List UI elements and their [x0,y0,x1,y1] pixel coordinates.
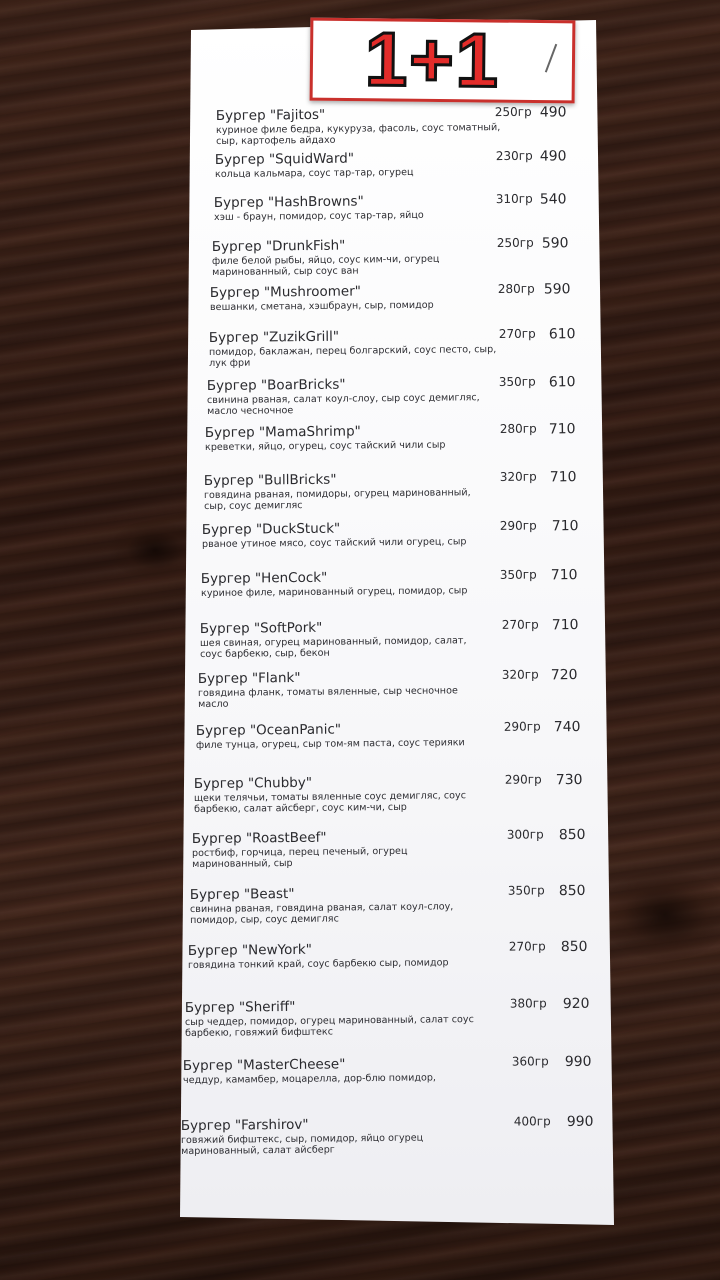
item-description: щеки телячьи, томаты вяленные соус демигляс, соус барбекю, салат айсберг, соус ким-чи, сыр [193,790,467,816]
item-weight: 270гр [501,617,539,632]
item-name: Бургер "HenCock" [200,569,328,588]
item-price: 850 [558,826,586,844]
item-weight: 380гр [509,996,547,1011]
item-description: шея свиная, огурец маринованный, помидор, салат, соус барбекю, сыр, бекон [199,635,467,661]
item-price: 720 [550,667,578,684]
item-weight: 290гр [499,518,537,533]
promo-badge [310,18,576,104]
item-name: Бургер "Chubby" [193,774,313,793]
item-weight: 230гр [495,148,533,164]
item-price: 490 [539,104,567,121]
item-description: чеддур, камамбер, моцарелла, дор-блю помидор, [182,1072,437,1087]
wood-knot [600,870,720,960]
item-weight: 310гр [495,191,533,207]
item-description: говяжий бифштекс, сыр, помидор, яйцо огурец маринованный, салат айсберг [180,1132,424,1158]
item-name: Бургер "Flank" [197,669,301,688]
item-weight: 290гр [504,772,542,787]
menu-item [212,235,602,287]
menu-item [191,826,586,879]
item-name: Бургер "NewYork" [187,941,312,960]
item-name: Бургер "ZuzikGrill" [208,328,340,347]
item-name: Бургер "DrunkFish" [211,237,346,256]
promo-badge-text: 1+1 [364,17,501,104]
menu-item [207,374,597,426]
item-description: свинина рваная, говядина рваная, салат коул-слоу, помидор, сыр, соус демигляс [189,901,454,927]
menu-item [202,518,592,570]
item-weight: 300гр [506,827,544,842]
item-price: 710 [551,617,579,634]
item-description: куриное филе, маринованный огурец, помидор, сыр [200,585,468,600]
menu-item [210,281,600,333]
item-price: 850 [558,882,586,900]
item-price: 610 [548,374,576,391]
item-description: помидор, баклажан, перец болгарский, соус песто, сыр, лук фри [208,344,497,370]
item-description: хэш - браун, помидор, соус тар-тар, яйцо [213,209,424,224]
item-name: Бургер "RoastBeef" [191,829,327,848]
menu-item [201,567,591,619]
item-description: филе белой рыбы, яйцо, соус ким-чи, огурец маринованный, сыр соус ван [211,253,440,279]
item-name: Бургер "MasterCheese" [182,1056,346,1075]
item-description: филе тунца, огурец, сыр том-ям паста, соус терияки [195,737,465,752]
item-description: говядина фланк, томаты вяленные, сыр чесночное масло [197,685,458,711]
menu-item [182,1053,592,1106]
item-price: 540 [539,191,567,208]
item-name: Бургер "SoftPork" [199,619,323,638]
item-price: 850 [560,938,588,956]
menu-item [189,882,586,935]
menu-item [196,719,586,771]
item-weight: 290гр [503,719,541,734]
item-price: 710 [549,469,577,486]
menu-item [204,469,594,521]
item-name: Бургер "BullBricks" [203,471,337,490]
item-name: Бургер "BoarBricks" [206,376,346,395]
item-weight: 350гр [507,883,545,898]
item-name: Бургер "Fajitos" [215,106,326,125]
menu-item [194,772,584,824]
item-weight: 350гр [498,374,536,389]
item-name: Бургер "Farshirov" [180,1116,309,1135]
menu-item [209,326,599,378]
menu-item [184,995,590,1048]
item-price: 990 [564,1053,592,1071]
item-weight: 350гр [499,567,537,582]
item-description: вешанки, сметана, хэшбраун, сыр, помидор [209,299,434,314]
menu-item [200,617,590,669]
item-price: 730 [555,771,583,789]
item-description: рваное утиное мясо, соус тайский чили огурец, сыр [201,536,467,551]
item-name: Бургер "Sheriff" [184,998,296,1017]
item-description: кольца кальмара, соус тар-тар, огурец [214,166,414,181]
item-price: 920 [562,995,590,1013]
item-price: 710 [551,518,579,535]
item-description: говядина тонкий край, соус барбекю сыр, помидор [187,957,449,972]
menu-item [198,667,588,719]
item-name: Бургер "Beast" [189,885,295,904]
item-description: сыр чеддер, помидор, огурец маринованный, салат соус барбекю, говяжий бифштекс [184,1014,474,1040]
item-price: 990 [566,1113,594,1131]
item-name: Бургер "OceanPanic" [195,721,342,740]
item-description: куриное филе бедра, кукуруза, фасоль, соус томатный, сыр, картофель айдахо [215,122,501,148]
item-weight: 270гр [508,939,546,954]
item-price: 610 [548,326,576,343]
item-description: свинина рваная, салат коул-слоу, сыр соус демигляс, масло чесночное [206,392,480,418]
item-name: Бургер "HashBrowns" [213,193,364,212]
menu-item [187,938,588,991]
item-price: 590 [543,281,571,298]
item-name: Бургер "SquidWard" [214,150,355,169]
item-weight: 280гр [497,281,535,297]
item-price: 740 [553,719,581,736]
item-description: ростбиф, горчица, перец печеный, огурец маринованный, сыр [191,845,408,871]
menu-item [205,421,595,473]
item-weight: 270гр [498,326,536,342]
item-weight: 320гр [499,469,537,484]
item-description: говядина рваная, помидоры, огурец маринованный, сыр, соус демигляс [203,487,471,513]
item-name: Бургер "MamaShrimp" [204,423,361,442]
item-name: Бургер "DuckStuck" [201,520,341,539]
item-weight: 400гр [513,1114,551,1129]
item-weight: 320гр [501,667,539,682]
item-price: 710 [550,567,578,584]
menu-item [180,1113,594,1166]
item-description: креветки, яйцо, огурец, соус тайский чили сыр [204,439,446,454]
item-name: Бургер "Mushroomer" [209,283,361,302]
item-weight: 250гр [496,235,534,251]
item-weight: 250гр [494,104,532,120]
item-price: 590 [541,235,569,252]
item-weight: 360гр [511,1054,549,1069]
item-price: 490 [539,148,567,165]
item-price: 710 [548,421,576,438]
item-weight: 280гр [499,421,537,436]
